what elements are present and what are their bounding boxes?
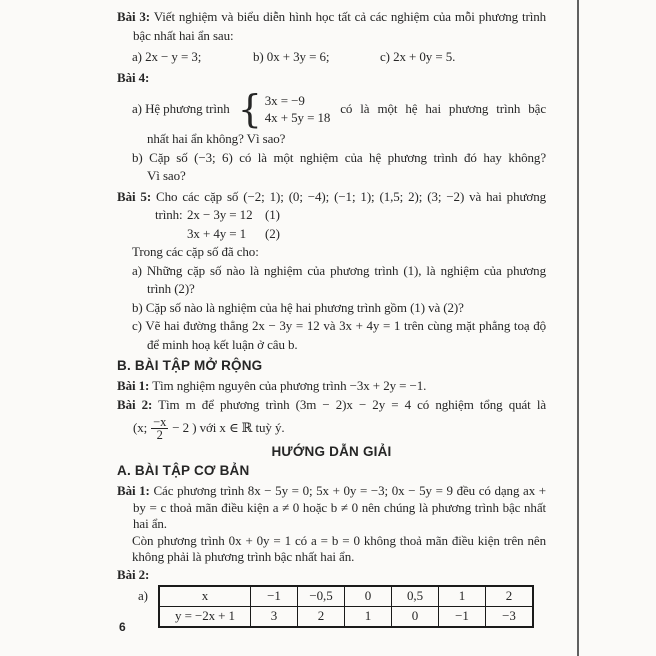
bai5-eq-label: trình: [155,207,183,222]
bai4-label-line [117,69,546,88]
item-marker: a) [132,49,142,64]
bai5-equation-row-1 [117,206,546,225]
bai4-b-line2: Vì sao? [147,168,186,183]
bai4-b-text: Cặp số (−3; 6) có là một nghiệm của hệ phương trình đó hay không? [149,149,546,165]
item-marker: b) [132,299,143,315]
bai3-items-row [117,48,546,67]
section-b-heading: B. BÀI TẬP MỞ RỘNG [117,358,263,373]
item-marker: c) [380,49,390,64]
solution-bai2-label-line [117,567,546,584]
table-cell: x [159,586,251,607]
page-content [117,8,546,628]
table-cell: 0 [392,607,439,628]
bai5-intro-text: Cho các cặp số (−2; 1); (0; −4); (−1; 1); (1,5; 2); (3; −2) và hai phương [156,188,546,204]
section-b-bai2-line2 [133,414,546,442]
values-table [158,585,534,628]
page-number: 6 [119,620,126,634]
table-header-row [159,586,533,607]
bai4-a-post-line2: nhất hai ẩn không? Vì sao? [147,131,286,146]
equation: 2x − y = 3; [145,49,202,64]
bai4-a-intro [132,100,230,119]
exercise-bai3-paragraph [117,8,546,45]
section-a-heading: A. BÀI TẬP CƠ BẢN [117,463,250,478]
equation: 2x − 3y = 12 [187,207,253,222]
bai3-item-c [380,48,455,67]
equation: 0x + 3y = 6; [266,49,330,64]
bai5-equation-row-2 [117,225,546,244]
item-marker: a) [132,262,142,278]
b-bai2-text: Tìm m để phương trình (3m − 2)x − 2y = 4 có nghiệm tổng quát là [158,396,547,412]
item-marker: a) [132,100,142,116]
table-cell: −0,5 [298,586,345,607]
table-cell: 0,5 [392,586,439,607]
bai4-item-b [117,149,546,168]
table-cell: −1 [439,607,486,628]
sol-bai2-label: Bài 2: [117,566,150,582]
bai5-label: Bài 5: [117,188,152,204]
table-value-row [159,607,533,628]
sol-bai1-label: Bài 1: [117,483,150,498]
fraction-numerator: −x [153,414,167,429]
b-bai2-label: Bài 2: [117,396,153,412]
frac-post-text: − 2 ) với x ∈ ℝ tuỳ ý. [172,419,285,435]
equation-system [265,92,330,126]
solutions-section [117,483,546,628]
bai5-item-b [117,299,546,318]
bai3-label: Bài 3: [117,9,151,24]
bai4-item-a-row [132,88,546,130]
exercise-bai5-intro [117,188,546,207]
item-marker: c) [132,318,142,333]
solution-bai1-p2: Còn phương trình 0x + 0y = 1 có a = b = 0 không thoả mãn điều kiện trên nên không phải là phương trình bậc nhất hai ẩn. [132,532,546,564]
item-marker: b) [132,149,143,165]
solution-bai2-table-block [117,585,546,628]
bai5-item-c [117,317,546,354]
solution-bai1-p1 [117,483,546,533]
bai4-label: Bài 4: [117,69,150,85]
bai5-item-a [117,262,546,299]
bai4-a-post-text: có là một hệ hai phương trình bậc [340,100,546,116]
fraction [151,416,168,441]
item-marker: b) [253,49,264,64]
fraction-denominator: 2 [156,427,163,442]
equation: 3x + 4y = 1 [187,225,247,241]
table-cell: 1 [439,586,486,607]
table-cell: 0 [345,586,392,607]
bai5-a-text: Những cặp số nào là nghiệm của phương trình (1), là nghiệm của phương trình (2)? [146,262,546,296]
equation-number: (2) [265,225,280,241]
table-cell: 1 [345,607,392,628]
bai5-intro2: Trong các cặp số đã cho: [132,244,259,259]
equation: 4x + 5y = 18 [264,110,331,125]
equation: 2x + 0y = 5. [393,49,456,64]
bai3-item-b [253,48,329,67]
table-cell: 3 [251,607,298,628]
system-brace: { [237,87,262,131]
section-b-bai2-line1 [117,396,546,415]
item-marker: a) [138,588,148,603]
solutions-heading: HƯỚNG DẪN GIẢI [271,444,392,459]
frac-pre-text: (x; [133,419,148,435]
bai4-a-pre-text: Hệ phương trình [145,100,230,116]
table-cell: 2 [298,607,345,628]
page-edge-line [577,0,579,656]
table-cell: −3 [486,607,534,628]
table-cell: −1 [251,586,298,607]
b-bai1-text: Tìm nghiệm nguyên của phương trình −3x + 2y = −1. [152,378,427,393]
bai5-c-text: Vẽ hai đường thẳng 2x − 3y = 12 và 3x + 4y = 1 trên cùng mặt phẳng toạ độ để minh hoạ kết luận ở câu b. [145,318,547,352]
equation: 3x = −9 [264,93,305,108]
bai3-text: Viết nghiệm và biểu diễn hình học tất cả các nghiệm của mỗi phương trình bậc nhất hai ẩn sau: [133,9,547,43]
b-bai1-label: Bài 1: [117,378,150,393]
bai3-item-a [132,48,201,67]
bai5-b-text: Cặp số nào là nghiệm của hệ hai phương trình gồm (1) và (2)? [145,299,464,315]
table-cell: y = −2x + 1 [159,607,251,628]
sol-bai1-p1-text: Các phương trình 8x − 5y = 0; 5x + 0y = −3; 0x − 5y = 9 đều có dạng ax + by = c thoả mãn điều kiện a ≠ 0 hoặc b ≠ 0 nên chúng là phương trình bậc nhất hai ẩn. [133,483,546,531]
section-b-bai1 [117,377,546,396]
table-cell: 2 [486,586,534,607]
equation-number: (1) [265,207,280,222]
